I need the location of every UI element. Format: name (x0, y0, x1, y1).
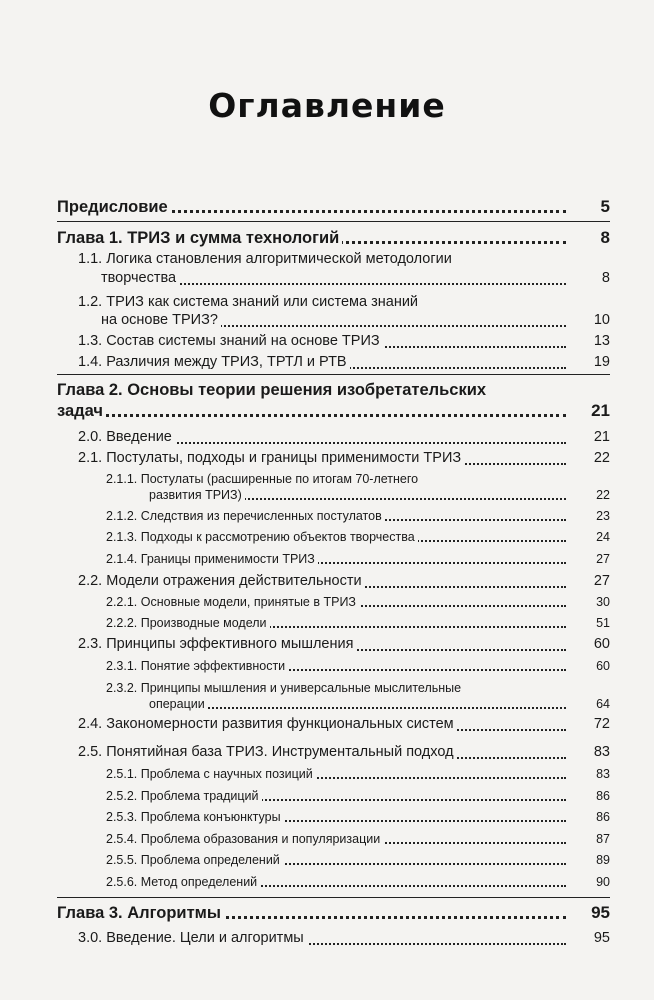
toc-entry-page: 95 (591, 903, 610, 922)
toc-entry-label: Глава 1. ТРИЗ и сумма технологий (57, 229, 342, 247)
toc-entry-page: 83 (593, 744, 610, 760)
toc-entry-label: развития ТРИЗ) (149, 488, 245, 502)
toc-entry-label: творчества (101, 270, 179, 286)
toc-entry-2-5-4[interactable] (106, 831, 610, 847)
toc-entry-label: 2.5. Понятийная база ТРИЗ. Инструментальный подход (78, 744, 457, 760)
toc-entry-page: 60 (593, 636, 610, 652)
toc-entry-2-4[interactable] (78, 715, 610, 734)
toc-entry-1-1-first-line[interactable]: 1.1. Логика становления алгоритмической методологии (78, 251, 452, 267)
toc-entry-label: 2.5.2. Проблема традиций (106, 789, 262, 803)
toc-entry-label: 1.3. Состав системы знаний на основе ТРИЗ (78, 333, 383, 349)
toc-entry-page: 60 (596, 659, 610, 673)
toc-entry-page: 10 (593, 312, 610, 328)
toc-entry-label: 2.2.2. Производные модели (106, 616, 270, 630)
toc-entry-label: на основе ТРИЗ? (101, 312, 221, 328)
toc-entry-2-1-1-first-line[interactable]: 2.1.1. Постулаты (расширенные по итогам 70-летнего (106, 472, 419, 486)
toc-entry-1-4[interactable] (78, 353, 610, 372)
toc-entry-2-2-1[interactable] (106, 594, 610, 610)
toc-entry-2-1-4[interactable] (106, 551, 610, 567)
toc-entry-2-3-2-first-line[interactable]: 2.3.2. Принципы мышления и универсальные мыслительные (106, 681, 462, 695)
toc-entry-chapter-3[interactable] (57, 903, 610, 923)
toc-entry-2-5-2[interactable] (106, 788, 610, 804)
toc-entry-page: 83 (596, 767, 610, 781)
toc-entry-label: 2.5.6. Метод определений (106, 875, 260, 889)
section-divider (57, 374, 610, 375)
toc-entry-1-1[interactable] (101, 269, 610, 288)
toc-entry-label: операции (149, 697, 208, 711)
toc-entry-2-3-1[interactable] (106, 658, 610, 674)
toc-entry-2-2[interactable] (78, 572, 610, 591)
toc-entry-label: 1.4. Различия между ТРИЗ, ТРТЛ и РТВ (78, 354, 350, 370)
toc-entry-page: 51 (596, 616, 610, 630)
toc-entry-label: 2.1.3. Подходы к рассмотрению объектов творчества (106, 530, 418, 544)
toc-entry-page: 72 (593, 716, 610, 732)
toc-entry-2-0[interactable] (78, 428, 610, 447)
toc-entry-2-3-2[interactable] (149, 696, 610, 712)
toc-entry-page: 22 (593, 450, 610, 466)
toc-entry-page: 64 (596, 697, 610, 711)
toc-entry-2-5[interactable] (78, 743, 610, 762)
toc-entry-2-5-1[interactable] (106, 766, 610, 782)
toc-entry-label: 2.2. Модели отражения действительности (78, 573, 365, 589)
toc-entry-page: 21 (591, 401, 610, 420)
toc-entry-label: 2.4. Закономерности развития функциональных систем (78, 716, 457, 732)
toc-entry-page: 90 (596, 875, 610, 889)
toc-entry-page: 19 (593, 354, 610, 370)
toc-entry-page: 86 (596, 789, 610, 803)
section-divider (57, 221, 610, 222)
toc-entry-1-2[interactable] (101, 311, 610, 330)
toc-entry-label: задач (57, 402, 106, 420)
toc-entry-page: 5 (600, 197, 610, 216)
toc-entry-1-2-first-line[interactable]: 1.2. ТРИЗ как система знаний или система знаний (78, 294, 419, 310)
toc-entry-2-5-5[interactable] (106, 852, 610, 868)
toc-entry-page: 23 (596, 509, 610, 523)
toc-entry-2-1[interactable] (78, 449, 610, 468)
toc-entry-2-1-1[interactable] (149, 487, 610, 503)
toc-entry-label: 3.0. Введение. Цели и алгоритмы (78, 930, 307, 946)
toc-entry-page: 27 (593, 573, 610, 589)
toc-entry-label: 2.1.4. Границы применимости ТРИЗ (106, 552, 318, 566)
toc-entry-label: Предисловие (57, 198, 171, 216)
page-title: Оглавление (208, 86, 446, 125)
toc-entry-page: 95 (593, 930, 610, 946)
toc-entry-page: 24 (596, 530, 610, 544)
toc-entry-label: 2.2.1. Основные модели, принятые в ТРИЗ (106, 595, 359, 609)
toc-entry-page: 8 (600, 228, 610, 247)
toc-entry-page: 87 (596, 832, 610, 846)
toc-entry-chapter-2[interactable] (57, 401, 610, 421)
toc-entry-page: 13 (593, 333, 610, 349)
section-divider (57, 897, 610, 898)
toc-entry-page: 21 (593, 429, 610, 445)
toc-entry-2-1-2[interactable] (106, 508, 610, 524)
toc-entry-2-5-3[interactable] (106, 809, 610, 825)
toc-entry-label: 2.0. Введение (78, 429, 175, 445)
toc-entry-page: 86 (596, 810, 610, 824)
toc-entry-1-3[interactable] (78, 332, 610, 351)
toc-entry-label: 2.5.3. Проблема конъюнктуры (106, 810, 284, 824)
toc-entry-chapter-1[interactable] (57, 228, 610, 248)
toc-entry-page: 30 (596, 595, 610, 609)
toc-entry-page: 22 (596, 488, 610, 502)
toc-entry-label: 2.5.5. Проблема определений (106, 853, 283, 867)
toc-entry-label: 2.3. Принципы эффективного мышления (78, 636, 356, 652)
toc-entry-2-1-3[interactable] (106, 529, 610, 545)
toc-entry-label: 2.5.1. Проблема с научных позиций (106, 767, 316, 781)
toc-entry-preface[interactable] (57, 197, 610, 217)
toc-entry-label: Глава 3. Алгоритмы (57, 904, 224, 922)
toc-entry-3-0[interactable] (78, 929, 610, 948)
toc-entry-2-2-2[interactable] (106, 615, 610, 631)
toc-entry-2-5-6[interactable] (106, 874, 610, 890)
toc-entry-label: 2.1.2. Следствия из перечисленных постулатов (106, 509, 385, 523)
toc-entry-2-3[interactable] (78, 635, 610, 654)
toc-entry-label: 2.5.4. Проблема образования и популяризации (106, 832, 383, 846)
toc-entry-page: 8 (601, 270, 610, 286)
toc-entry-page: 27 (596, 552, 610, 566)
toc-entry-label: 2.3.1. Понятие эффективности (106, 659, 288, 673)
toc-entry-label: 2.1. Постулаты, подходы и границы применимости ТРИЗ (78, 450, 464, 466)
toc-entry-chapter-2-first-line[interactable]: Глава 2. Основы теории решения изобретательских (57, 381, 487, 399)
toc-entry-page: 89 (596, 853, 610, 867)
